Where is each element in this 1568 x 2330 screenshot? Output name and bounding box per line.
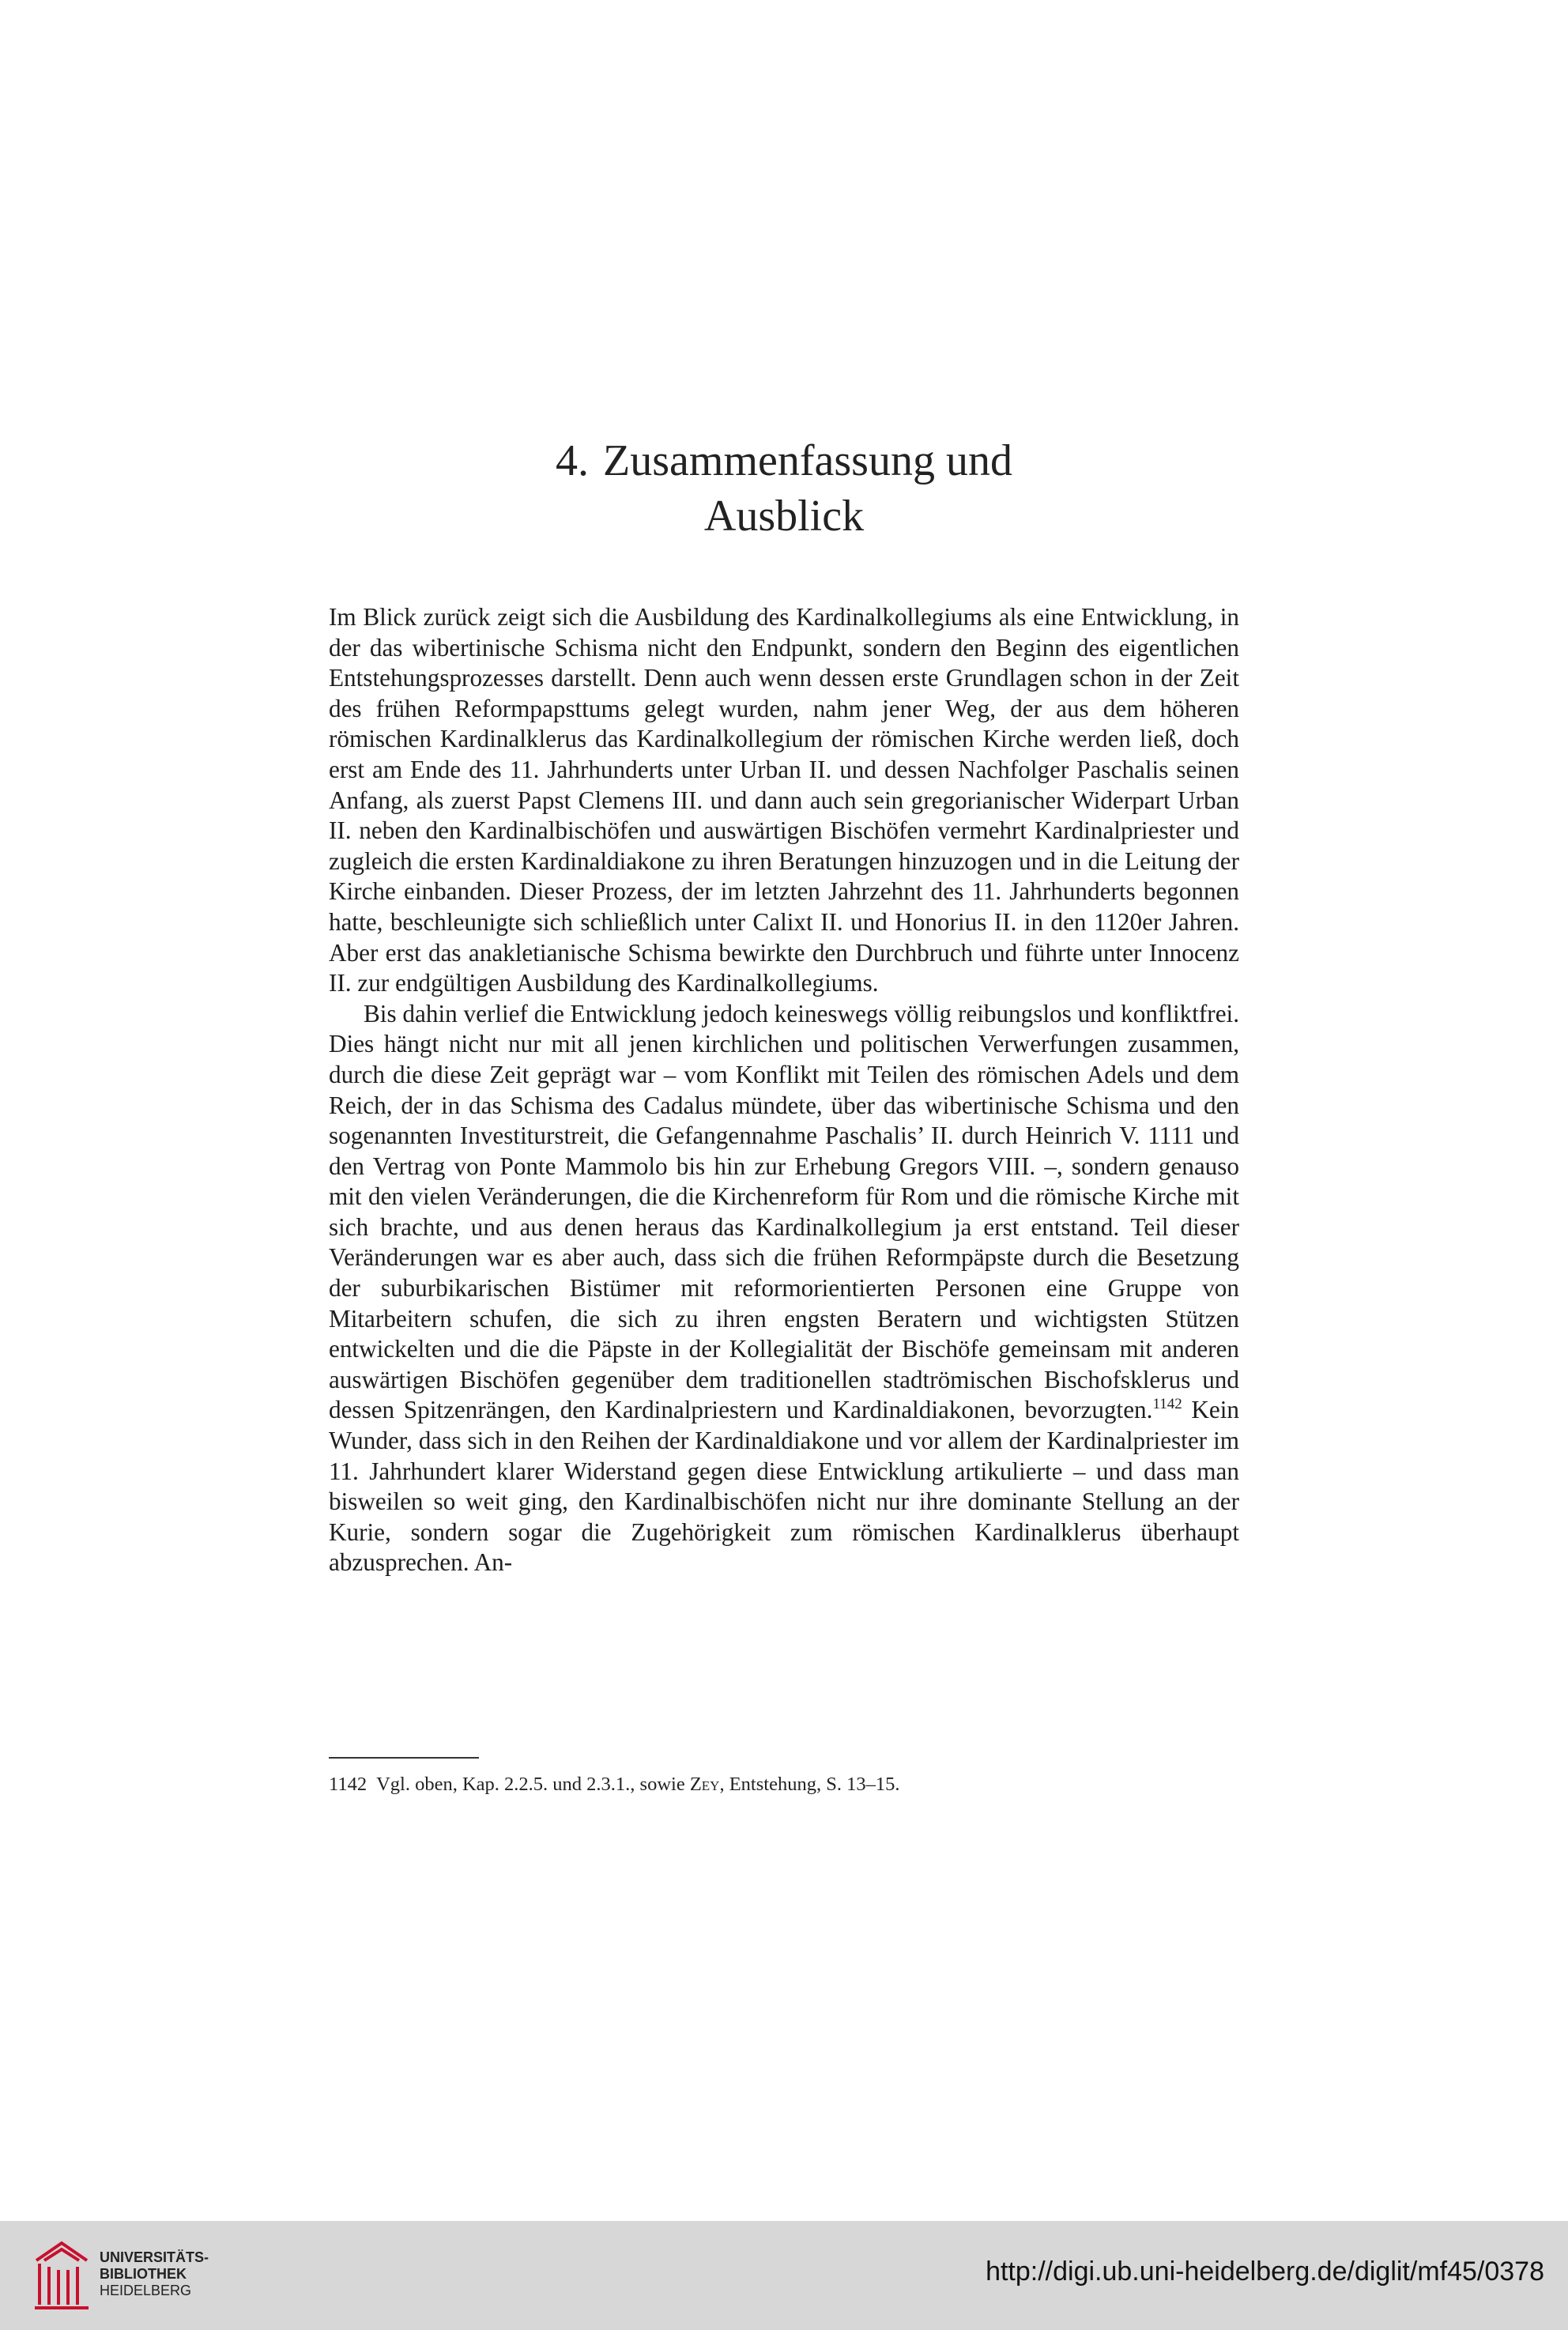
source-url-link[interactable]: http://digi.ub.uni-heidelberg.de/diglit/mf45/0378 [986, 2256, 1544, 2287]
chapter-number: 4. [556, 436, 590, 485]
footnote [329, 1773, 1239, 1797]
library-name-line-2: BIBLIOTHEK [100, 2266, 187, 2282]
paragraph-2 [329, 999, 1239, 1578]
chapter-title-line-1 [329, 433, 1239, 488]
chapter-title [329, 433, 1239, 544]
paragraph-2-part-1: Bis dahin verlief die Entwicklung jedoch keineswegs völlig reibungslos und konfliktfrei. Dies hängt nicht nur mit all jenen kirchlichen und politischen Verwerfungen zusammen, durch die diese Zeit geprägt war – vom Konflikt mit Teilen des römischen Adels und dem Reich, der in das Schisma des Cadalus mündete, über das wibertinische Schisma und den sogenannten Investiturstreit, die Gefangennahme Paschalis’ II. durch Heinrich V. 1111 und den Vertrag von Ponte Mammolo bis hin zur Erhebung Gregors VIII. –, sondern genauso mit den vielen Veränderungen, die die Kirchenreform für Rom und die römische Kirche mit sich brachte, und aus denen heraus das Kardinalkollegium ja erst entstand. Teil dieser Veränderungen war es aber auch, dass sich die frühen Reformpäpste durch die Besetzung der suburbikarischen Bistümer mit reformorientierten Personen eine Gruppe von Mitarbeitern schufen, die sich zu ihren engsten Beratern und wichtigsten Stützen entwickelten und die die Päpste in der Kollegialität der Bischöfe gemeinsam mit anderen auswärtigen Bischöfen gegenüber dem traditionellen stadtrömischen Bischofsklerus und dessen Spitzenrängen, den Kardinalpriestern und Kardinaldiakonen, bevorzugten. [329, 999, 1239, 1424]
body-text [329, 602, 1239, 1578]
footnote-text-1: Vgl. oben, Kap. 2.2.5. und 2.3.1., sowie [376, 1774, 690, 1795]
chapter-title-text-1: Zusammenfassung und [603, 436, 1012, 485]
footnote-text-2: , Entstehung, S. 13–15. [719, 1774, 900, 1795]
footnote-reference[interactable]: 1142 [1152, 1396, 1182, 1413]
footnote-divider [329, 1757, 479, 1759]
paragraph-1: Im Blick zurück zeigt sich die Ausbildung des Kardinalkollegiums als eine Entwicklung, in der das wibertinische Schisma nicht den Endpunkt, sondern den Beginn des eigentlichen Entstehungsprozesses darstellt. Denn auch wenn dessen erste Grundlagen schon in der Zeit des frühen Reformpapsttums gelegt wurden, nahm jener Weg, der aus dem höheren römischen Kardinalklerus das Kardinalkollegium der römischen Kirche werden ließ, doch erst am Ende des 11. Jahrhunderts unter Urban II. und dessen Nachfolger Paschalis seinen Anfang, als zuerst Papst Clemens III. und dann auch sein gregorianischer Widerpart Urban II. neben den Kardinalbischöfen und auswärtigen Bischöfen vermehrt Kardinalpriester und zugleich die ersten Kardinaldiakone zu ihren Beratungen hinzuzogen und in die Leitung der Kirche einbanden. Dieser Prozess, der im letzten Jahrzehnt des 11. Jahrhunderts begonnen hatte, beschleunigte sich schließlich unter Calixt II. und Honorius II. in den 1120er Jahren. Aber erst das anakletianische Schisma bewirkte den Durchbruch und führte unter Innocenz II. zur endgültigen Ausbildung des Kardinalkollegiums. [329, 603, 1239, 997]
library-name [100, 2249, 209, 2299]
library-name-line-1: UNIVERSITÄTS- [100, 2249, 209, 2265]
footnote-number: 1142 [329, 1774, 368, 1795]
library-logo-icon [32, 2237, 92, 2311]
library-name-line-3: HEIDELBERG [100, 2283, 192, 2298]
paragraph-2-part-2: Kein Wunder, dass sich in den Reihen der Kardinaldiakone und vor allem der Kardinalpriester im 11. Jahrhundert klarer Widerstand gegen diese Entwicklung artikulierte – und dass man bisweilen so weit ging, den Kardinalbischöfen nicht nur ihre dominante Stellung an der Kurie, sondern sogar die Zugehörigkeit zum römischen Kardinalklerus überhaupt abzusprechen. An- [329, 1396, 1240, 1577]
footnote-author: Zey [689, 1774, 720, 1795]
chapter-title-line-2: Ausblick [703, 492, 865, 541]
footer-bar [0, 2221, 1568, 2330]
